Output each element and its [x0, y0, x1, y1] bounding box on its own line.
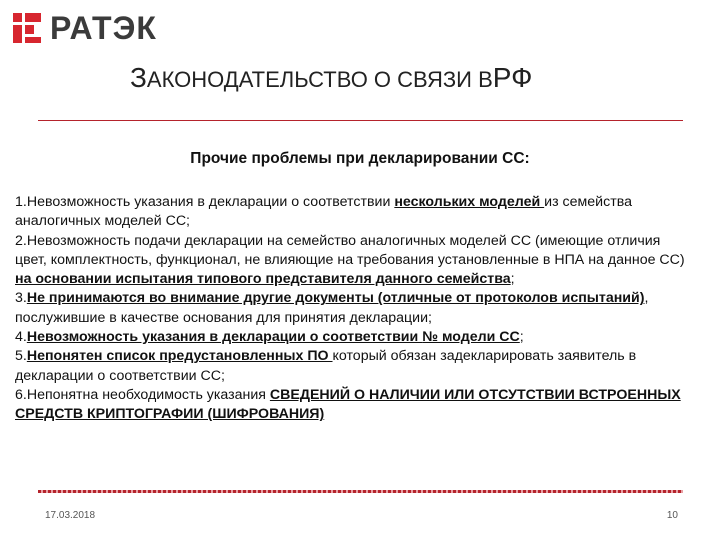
logo-text: РАТЭК	[50, 9, 157, 46]
list-item: 4.Невозможность указания в декларации о соответствии № модели СС;	[15, 329, 524, 346]
title-divider	[38, 120, 683, 121]
slide-title: ЗАКОНОДАТЕЛЬСТВО О СВЯЗИ ВРФ	[130, 62, 533, 93]
problem-list	[15, 193, 695, 425]
list-item: 6.Непонятна необходимость указания СВЕДЕНИЙ О НАЛИЧИИ ИЛИ ОТСУТСТВИИ ВСТРОЕННЫХ СРЕДСТВ КРИПТОГРАФИИ (ШИФРОВАНИЯ)	[15, 386, 681, 423]
list-item: 3.Не принимаются во внимание другие документы (отличные от протоколов испытаний), послужившие в качестве основания для принятия декларации;	[15, 290, 649, 326]
logo-mark-icon	[13, 13, 41, 43]
footer-date: 17.03.2018	[45, 510, 96, 521]
list-item: 5.Непонятен список предустановленных ПО который обязан задекларировать заявитель в декларации о соответствии СС;	[15, 348, 637, 384]
list-item: 2.Невозможность подачи декларации на семейство аналогичных моделей СС (имеющие отличия цвет, комплектность, функционал, не влияющие на требования установленные в НПА на данное СС) на основании испытания типового представителя данного семейства;	[15, 232, 685, 288]
footer-divider	[38, 490, 683, 493]
page-number: 10	[666, 510, 678, 521]
logo	[13, 10, 157, 46]
list-item: 1.Невозможность указания в декларации о соответствии нескольких моделей из семейства аналогичных моделей СС;	[15, 194, 632, 230]
section-subtitle: Прочие проблемы при декларировании СС:	[190, 150, 530, 167]
